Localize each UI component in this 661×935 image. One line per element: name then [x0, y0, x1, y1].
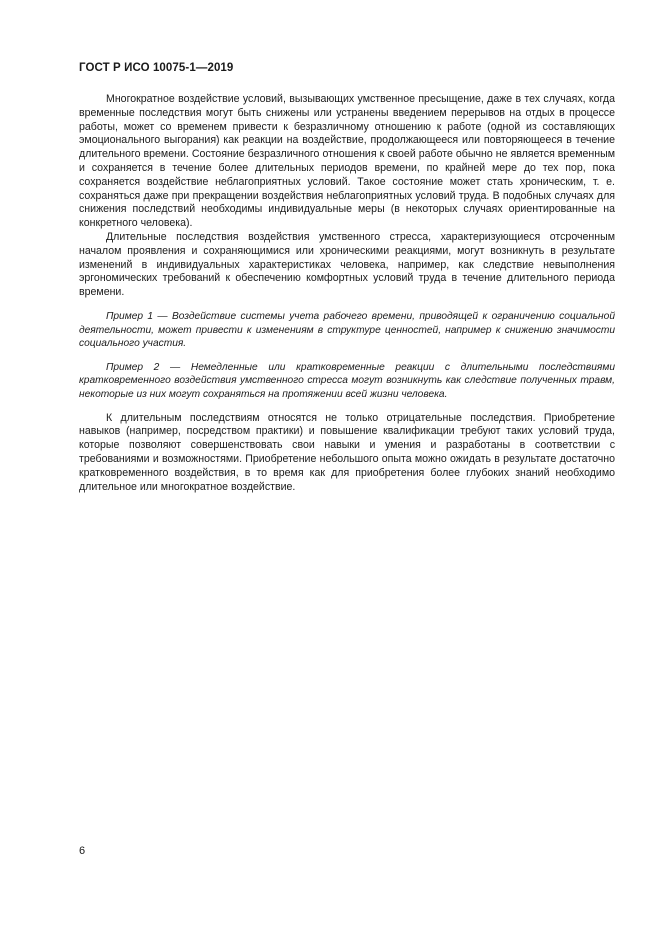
paragraph-long-term-effects: Длительные последствия воздействия умственного стресса, характеризующиеся отсроченным началом проявления и сохраняющимися или хроническими реакциями, могут возникнуть в результате изменений в индивидуальных характеристиках человека, например, как следствие невыполнения эргономических требований к обеспечению комфортных условий труда в течение длительного периода времени.: [79, 230, 615, 299]
document-body: [79, 93, 615, 494]
example-1: Пример 1 — Воздействие системы учета рабочего времени, приводящей к ограничению социальной деятельности, может привести к изменениям в структуре ценностей, например к снижению значимости социального участия.: [79, 310, 615, 350]
paragraph-positive-effects: К длительным последствиям относятся не только отрицательные последствия. Приобретение навыков (например, посредством практики) и повышение квалификации требуют таких условий труда, которые позволяют совершенствовать свои навыки и умения и разработаны в соответствии с требованиями и возможностями. Приобретение небольшого опыта можно ожидать в результате достаточно кратковременного воздействия, в то время как для приобретения более глубоких знаний необходимо длительное или многократное воздействие.: [79, 411, 615, 493]
page-number: 6: [79, 845, 86, 857]
example-2: Пример 2 — Немедленные или кратковременные реакции с длительными последствиями кратковременного воздействия умственного стресса могут возникнуть как следствие полученных травм, некоторые из них могут сохраняться на протяжении всей жизни человека.: [79, 361, 615, 400]
document-header: ГОСТ Р ИСО 10075-1—2019: [79, 62, 234, 74]
paragraph-mental-satiation: Многократное воздействие условий, вызывающих умственное пресыщение, даже в тех случаях, когда временные последствия могут быть снижены или устранены введением перерывов на отдых в процессе работы, может со временем привести к безразличному отношению к работе (одной из составляющих эмоционального выгорания) как реакции на воздействие, продолжающееся или повторяющееся в течение длительного времени. Состояние безразличного отношения к своей работе обычно не является временным и сохраняется в течение более длительных периодов времени, по крайней мере до тех пор, пока сохраняется воздействие неблагоприятных условий. Такое состояние может стать хроническим, т. е. сохраняться даже при прекращении воздействия неблагоприятных условий труда. В подобных случаях для снижения последствий необходимы индивидуальные меры (в некоторых случаях ориентированные на конкретного человека).: [79, 93, 615, 230]
